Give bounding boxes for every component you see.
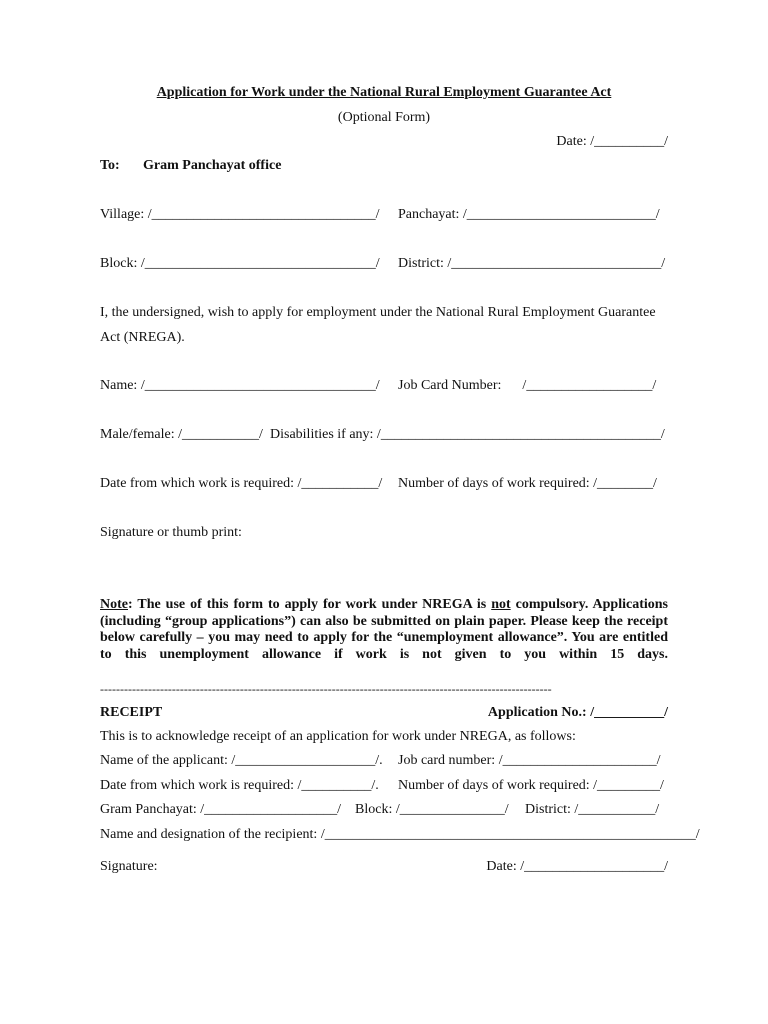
receipt-days-required-field[interactable]: Number of days of work required: /_________/ bbox=[398, 778, 664, 793]
receipt-district-field[interactable]: District: /___________/ bbox=[525, 802, 660, 817]
disabilities-field[interactable]: Disabilities if any: /________________________________________/ bbox=[270, 427, 665, 442]
declaration-line-1: I, the undersigned, wish to apply for employment under the National Rural Employment Guarantee bbox=[100, 305, 656, 320]
receipt-gram-panchayat-field[interactable]: Gram Panchayat: /___________________/ bbox=[100, 802, 342, 817]
name-field[interactable]: Name: /_________________________________/ bbox=[100, 378, 380, 393]
date-required-field[interactable]: Date from which work is required: /___________/ bbox=[100, 476, 383, 491]
job-card-field[interactable]: Job Card Number: /__________________/ bbox=[398, 378, 657, 393]
form-subtitle: (Optional Form) bbox=[337, 110, 431, 125]
receipt-date-field[interactable]: Date: /____________________/ bbox=[486, 859, 668, 874]
receipt-title: RECEIPT bbox=[100, 705, 163, 720]
application-no-field[interactable]: Application No.: /__________/ bbox=[487, 705, 668, 720]
cut-divider: ----------------------------------------------------------------------------------------------------------------- bbox=[100, 682, 552, 696]
note-text-b: compulsory. Applications (including “group applications”) can also be submitted on plain paper. Please keep the receipt below carefully – you may need to apply for the “unemployment allowance”. You are entitled to this unemployment allowance if work is not given to you within 15 days. bbox=[100, 597, 668, 662]
header-date-field[interactable]: Date: /__________/ bbox=[556, 134, 668, 149]
note-not-emphasis: not bbox=[491, 597, 511, 612]
block-field[interactable]: Block: /_________________________________/ bbox=[100, 256, 380, 271]
form-title: Application for Work under the National Rural Employment Guarantee Act bbox=[156, 85, 612, 100]
district-field[interactable]: District: /______________________________/ bbox=[398, 256, 666, 271]
panchayat-field[interactable]: Panchayat: /___________________________/ bbox=[398, 207, 660, 222]
declaration-line-2: Act (NREGA). bbox=[100, 330, 185, 345]
receipt-intro: This is to acknowledge receipt of an application for work under NREGA, as follows: bbox=[100, 729, 576, 744]
days-required-field[interactable]: Number of days of work required: /________/ bbox=[398, 476, 657, 491]
to-label: To: bbox=[100, 158, 120, 173]
receipt-recipient-field[interactable]: Name and designation of the recipient: /_____________________________________________________/ bbox=[100, 827, 700, 842]
receipt-job-card-field[interactable]: Job card number: /______________________/ bbox=[398, 753, 661, 768]
receipt-applicant-name-field[interactable]: Name of the applicant: /____________________/. bbox=[100, 753, 383, 768]
note-paragraph bbox=[100, 597, 668, 663]
to-recipient: Gram Panchayat office bbox=[143, 158, 282, 173]
receipt-signature-field[interactable]: Signature: bbox=[100, 859, 158, 874]
note-label: Note bbox=[100, 597, 128, 612]
village-field[interactable]: Village: /________________________________/ bbox=[100, 207, 380, 222]
receipt-date-required-field[interactable]: Date from which work is required: /__________/. bbox=[100, 778, 379, 793]
receipt-block-field[interactable]: Block: /_______________/ bbox=[355, 802, 509, 817]
signature-field[interactable]: Signature or thumb print: bbox=[100, 525, 242, 540]
note-text-a: : The use of this form to apply for work under NREGA is bbox=[128, 597, 492, 612]
gender-field[interactable]: Male/female: /___________/ bbox=[100, 427, 263, 442]
